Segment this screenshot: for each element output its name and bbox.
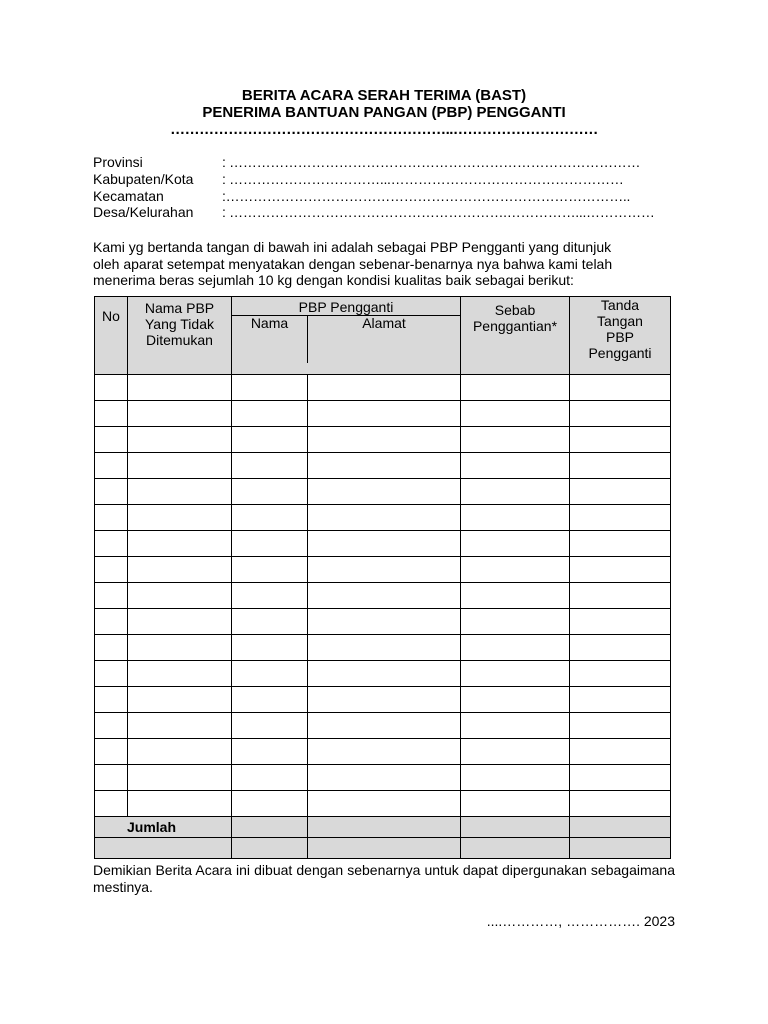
header-no: No xyxy=(95,297,128,375)
closing-paragraph: Demikian Berita Acara ini dibuat dengan sebenarnya untuk dapat dipergunakan sebagaimana mestinya. xyxy=(93,862,675,895)
header-nama-pbp-line2: Yang Tidak xyxy=(144,316,214,332)
intro-line-1: Kami yg bertanda tangan di bawah ini adalah sebagai PBP Pengganti yang ditunjuk xyxy=(93,239,612,255)
table-row xyxy=(95,557,671,583)
field-value-kabupaten: : ……………………………...…………………………………………… xyxy=(222,171,624,187)
table-row xyxy=(95,687,671,713)
field-label-kabupaten: Kabupaten/Kota xyxy=(93,171,194,187)
table-row xyxy=(95,401,671,427)
table-row xyxy=(95,427,671,453)
header-pbp-pengganti-label: PBP Pengganti xyxy=(298,299,394,315)
header-ttd-line3: PBP xyxy=(605,329,634,345)
header-pbp-pengganti xyxy=(232,297,461,375)
table-total-row xyxy=(95,817,671,838)
field-label-desa: Desa/Kelurahan xyxy=(93,204,194,220)
header-nama-pbp-line1: Nama PBP xyxy=(144,300,215,316)
header-nama: Nama xyxy=(250,315,289,331)
table-row xyxy=(95,635,671,661)
intro-line-3: menerima beras sejumlah 10 kg dengan kondisi kualitas baik sebagai berikut: xyxy=(93,272,574,288)
date-line: ....…………, ……………. 2023 xyxy=(486,913,675,929)
table-row xyxy=(95,661,671,687)
title-dots: …………………………………………………..………………………… xyxy=(170,121,598,138)
field-label-kecamatan: Kecamatan xyxy=(93,188,164,204)
field-label-provinsi: Provinsi xyxy=(93,154,143,170)
table-total-value-row xyxy=(95,838,671,859)
table-row xyxy=(95,453,671,479)
table-header-row xyxy=(95,297,671,375)
header-sebab-line1: Sebab xyxy=(494,302,536,318)
header-alamat: Alamat xyxy=(362,315,406,331)
table-row xyxy=(95,479,671,505)
table-row xyxy=(95,791,671,817)
header-tanda-tangan xyxy=(570,297,671,375)
field-value-desa: : …………………………………………………….……………...…………… xyxy=(222,204,655,220)
field-value-provinsi: : ……………………………………………………………………………… xyxy=(222,154,641,170)
header-ttd-line4: Pengganti xyxy=(588,345,652,361)
header-sebab xyxy=(461,297,570,375)
table-row xyxy=(95,583,671,609)
table-row xyxy=(95,739,671,765)
document-subtitle: PENERIMA BANTUAN PANGAN (PBP) PENGGANTI xyxy=(202,104,566,121)
table-row xyxy=(95,765,671,791)
intro-line-2: oleh aparat setempat menyatakan dengan sebenar-benarnya nya bahwa kami telah xyxy=(93,255,613,272)
table-row xyxy=(95,609,671,635)
table-row xyxy=(95,531,671,557)
table-row xyxy=(95,375,671,401)
header-nama-pbp-line3: Ditemukan xyxy=(146,332,213,348)
table-row xyxy=(95,713,671,739)
header-sebab-line2: Penggantian* xyxy=(472,318,558,334)
table-row xyxy=(95,505,671,531)
field-value-kecamatan: :…………………………………………………………………………….. xyxy=(222,188,631,204)
total-label: Jumlah xyxy=(95,817,232,838)
recipient-table xyxy=(94,296,671,859)
header-nama-pbp xyxy=(128,297,232,375)
intro-paragraph xyxy=(93,239,683,289)
header-ttd-line2: Tangan xyxy=(597,313,643,329)
document-title: BERITA ACARA SERAH TERIMA (BAST) xyxy=(241,87,527,104)
header-ttd-line1: Tanda xyxy=(600,297,640,313)
